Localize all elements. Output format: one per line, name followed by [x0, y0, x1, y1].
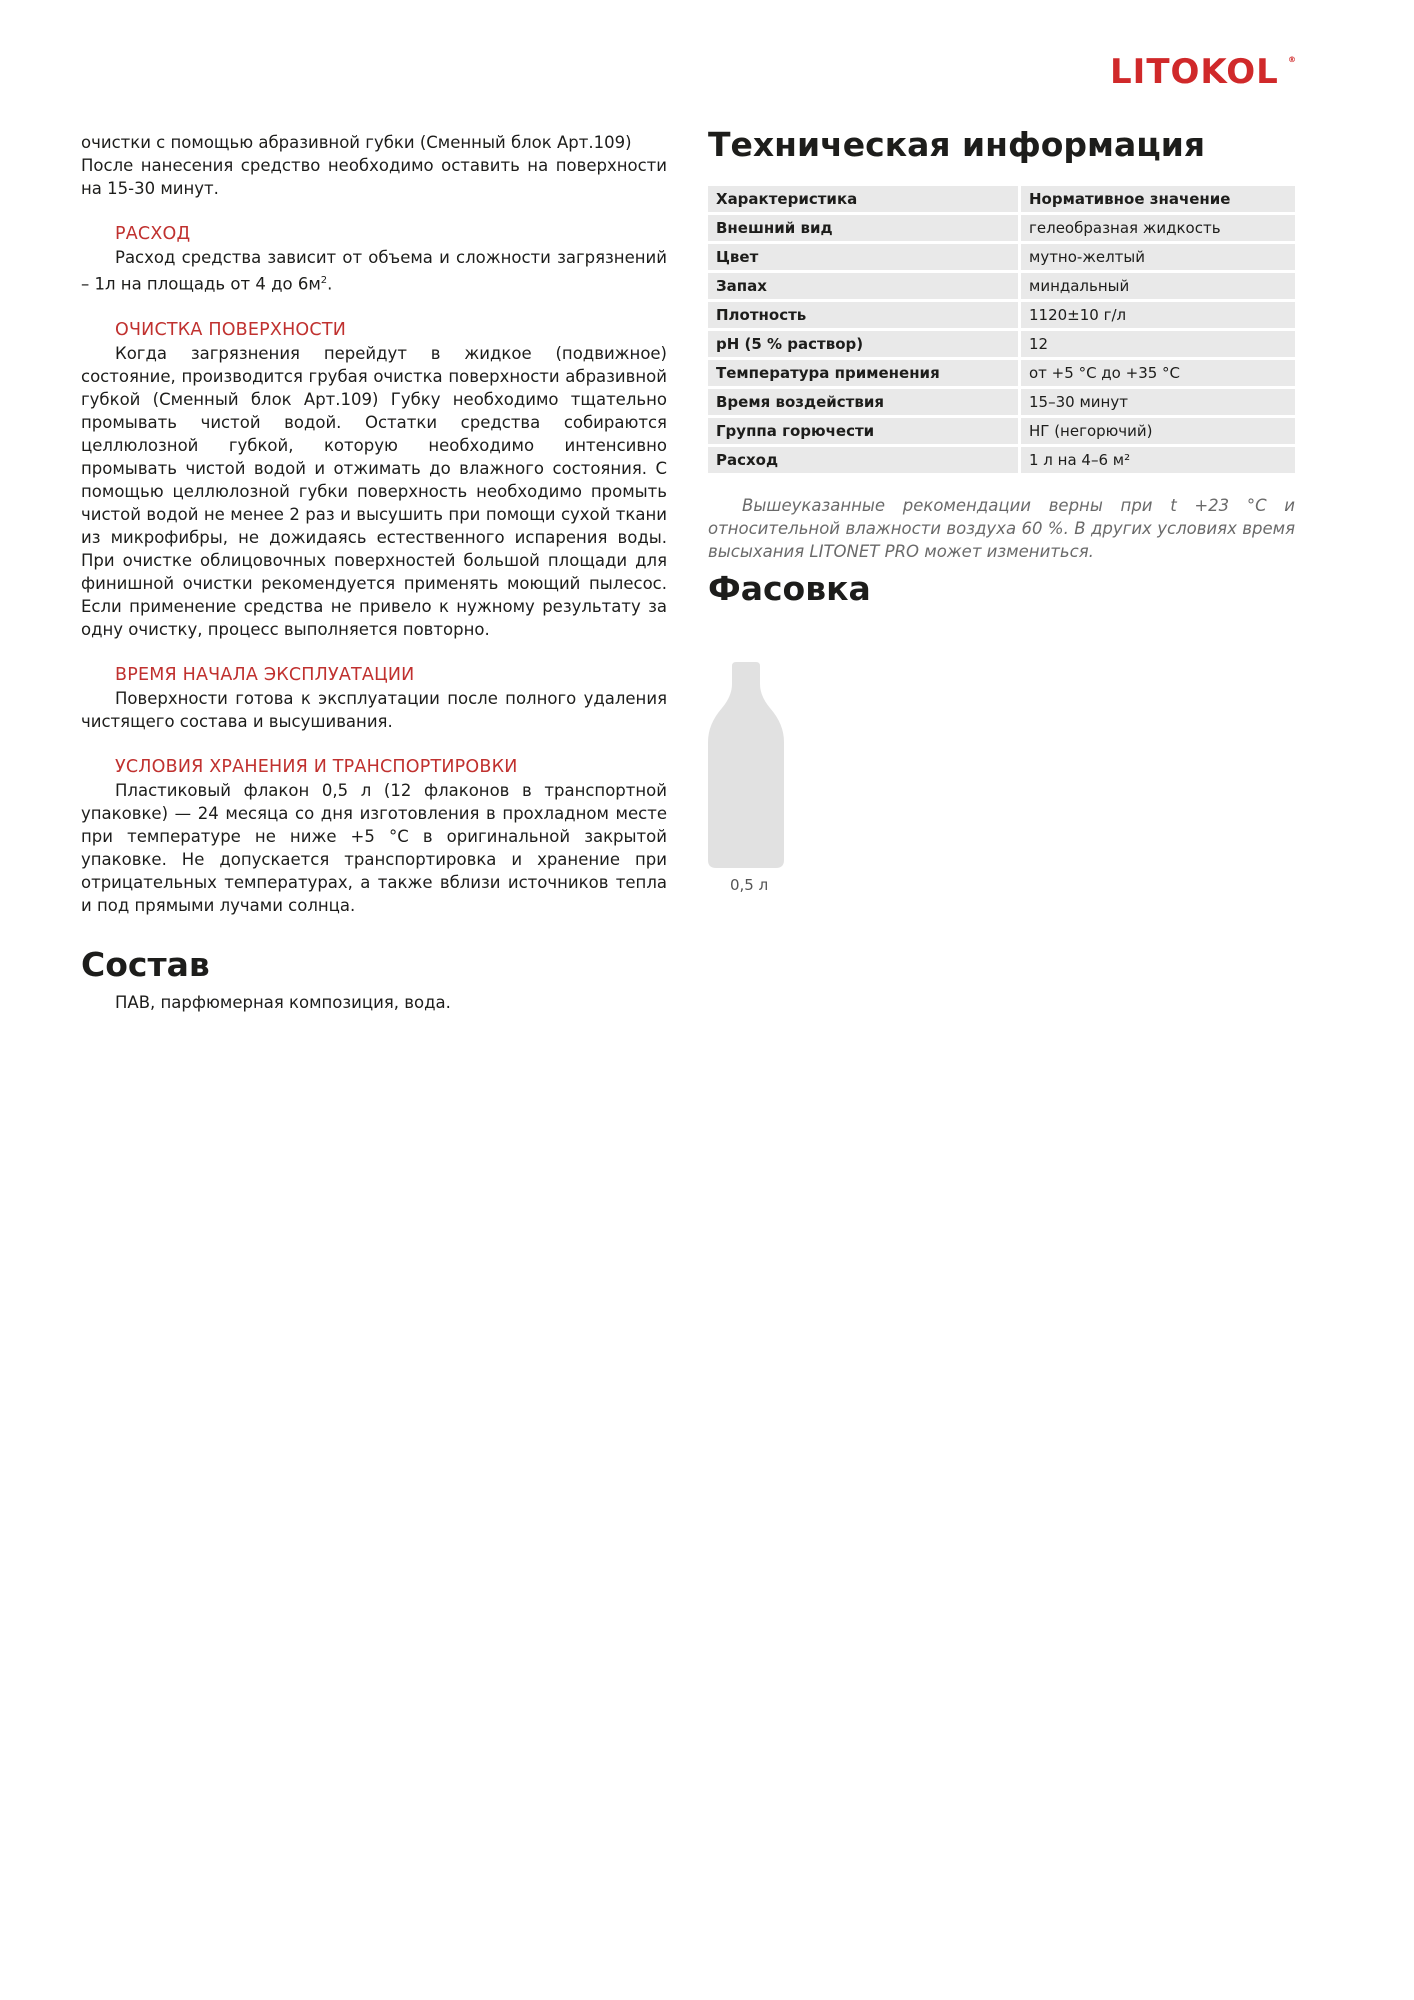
row-value: 1 л на 4–6 м² [1021, 447, 1295, 473]
row-value: 15–30 минут [1021, 389, 1295, 415]
header-cell: Характеристика [708, 186, 1018, 212]
row-value: мутно-желтый [1021, 244, 1295, 270]
section-text-operation-start: Поверхности готова к эксплуатации после полного удаления чистящего состава и высушивания. [81, 688, 667, 731]
table-row [708, 273, 1295, 299]
row-key: Плотность [708, 302, 1018, 328]
table-row [708, 244, 1295, 270]
row-key: Группа горючести [708, 418, 1018, 444]
right-column [708, 125, 1295, 609]
intro-line-1: очистки с помощью абразивной губки (Сменный блок Арт.109) [81, 133, 632, 152]
row-key: Запах [708, 273, 1018, 299]
row-value: гелеобразная жидкость [1021, 215, 1295, 241]
composition-text: ПАВ, парфюмерная композиция, вода. [115, 992, 451, 1012]
section-title-consumption: РАСХОД [115, 224, 191, 244]
section-text-storage: Пластиковый флакон 0,5 л (12 флаконов в транспортной упаковке) — 24 месяца со дня изготовления в прохладном месте при температуре не ниже +5 °С в оригинальной закрытой упаковке. Не допускается транспортировка и хранение при отрицательных температурах, а также вблизи источников тепла и под прямыми лучами солнца. [81, 780, 667, 915]
row-key: pH (5 % раствор) [708, 331, 1018, 357]
row-key: Температура применения [708, 360, 1018, 386]
table-row [708, 447, 1295, 473]
table-row [708, 302, 1295, 328]
row-key: Внешний вид [708, 215, 1018, 241]
composition-heading: Состав [81, 944, 210, 984]
row-key: Цвет [708, 244, 1018, 270]
left-column [81, 131, 667, 1014]
row-value: от +5 °С до +35 °С [1021, 360, 1295, 386]
intro-line-2: После нанесения средство необходимо оставить на поверхности на 15-30 минут. [81, 156, 667, 198]
section-title-storage: УСЛОВИЯ ХРАНЕНИЯ И ТРАНСПОРТИРОВКИ [115, 756, 518, 777]
table-row [708, 418, 1295, 444]
table-row [708, 360, 1295, 386]
row-value: миндальный [1021, 273, 1295, 299]
table-row [708, 389, 1295, 415]
row-value: 12 [1021, 331, 1295, 357]
row-value: 1120±10 г/л [1021, 302, 1295, 328]
logo-text: LITOKOL [1110, 52, 1279, 90]
row-key: Время воздействия [708, 389, 1018, 415]
row-value: НГ (негорючий) [1021, 418, 1295, 444]
tech-table [705, 183, 1298, 476]
package-volume-label: 0,5 л [730, 876, 769, 894]
svg-text:®: ® [1288, 55, 1296, 64]
section-title-operation-start: ВРЕМЯ НАЧАЛА ЭКСПЛУАТАЦИИ [115, 664, 415, 685]
section-text-consumption: Расход средства зависит от объема и сложности загрязнений – 1л на площадь от 4 до $6м^2$. [81, 248, 667, 294]
table-row [708, 215, 1295, 241]
section-text-cleaning: Когда загрязнения перейдут в жидкое (подвижное) состояние, производится грубая очистка поверхности абразивной губкой (Сменный блок Арт.109) Губку необходимо тщательно промывать чистой водой. Остатки средства собираются целлюлозной губкой, которую необходимо интенсивно промывать чистой водой и отжимать до влажного состояния. С помощью целлюлозной губки поверхность необходимо промыть чистой водой не менее 2 раз и высушить при помощи сухой ткани из микрофибры, не дожидаясь естественного испарения воды. При очистке облицовочных поверхностей большой площади для финишной очистки рекомендуется применять моющий пылесос. Если применение средства не привело к нужному результату за одну очистку, процесс выполняется повторно. [81, 343, 667, 639]
tech-info-heading: Техническая информация [708, 125, 1206, 164]
conditions-note: Вышеуказанные рекомендации верны при t +23 °С и относительной влажности воздуха 60 %. В других условиях время высыхания LITONET PRO может измениться. [708, 496, 1295, 561]
section-title-cleaning: ОЧИСТКА ПОВЕРХНОСТИ [115, 319, 347, 340]
table-header-row [708, 186, 1295, 212]
row-key: Расход [708, 447, 1018, 473]
litokol-logo [1110, 50, 1296, 90]
table-row [708, 331, 1295, 357]
bottle-icon [708, 662, 784, 868]
packaging-heading: Фасовка [708, 569, 871, 608]
header-cell: Нормативное значение [1021, 186, 1295, 212]
